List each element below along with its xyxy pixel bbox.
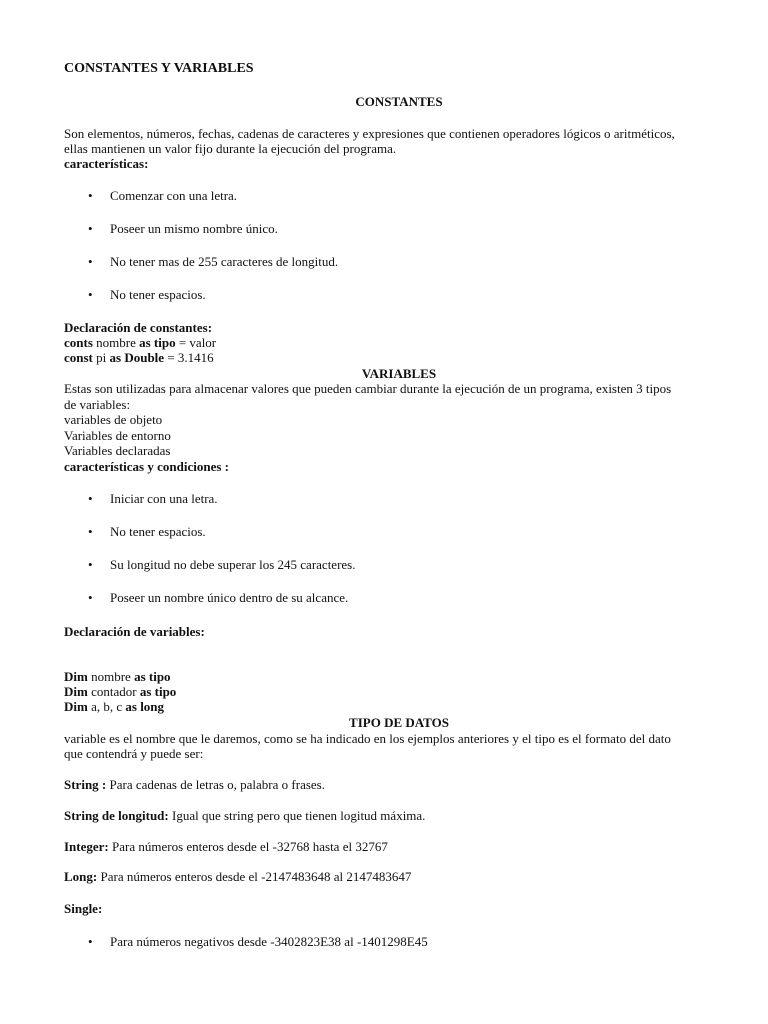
- list-item: [88, 524, 206, 539]
- type-item-integer: [64, 839, 388, 854]
- list-item: [88, 221, 278, 236]
- identifier: a, b, c: [87, 699, 126, 714]
- variables-intro-line-2: de variables:: [64, 397, 131, 412]
- list-item: [88, 934, 428, 949]
- identifier: pi: [92, 350, 110, 365]
- variables-features-label: [64, 459, 229, 474]
- bullet-icon: •: [88, 188, 93, 203]
- tipos-intro-line-1: variable es el nombre que le daremos, como se ha indicado en los ejemplos anteriores y el tipo es el formato del dato: [64, 731, 671, 746]
- list-item: [88, 491, 218, 506]
- list-item-text: Comenzar con una letra.: [110, 188, 238, 203]
- keyword: as Double: [109, 350, 165, 365]
- variables-decl-line-3: [64, 699, 164, 714]
- constantes-features-label-text: características:: [64, 156, 149, 171]
- keyword: as tipo: [134, 669, 171, 684]
- list-item-text: Iniciar con una letra.: [110, 491, 218, 506]
- constantes-decl-line-1: [64, 335, 216, 350]
- keyword: as long: [125, 699, 165, 714]
- constantes-decl-label-text: Declaración de constantes:: [64, 320, 213, 335]
- list-item: [88, 557, 355, 572]
- bullet-icon: •: [88, 254, 93, 269]
- constantes-intro-line-1: Son elementos, números, fechas, cadenas de caracteres y expresiones que contienen operadores lógicos o aritméticos,: [64, 126, 675, 141]
- bullet-icon: •: [88, 590, 93, 605]
- value-text: = 3.1416: [164, 350, 214, 365]
- keyword: Dim: [64, 684, 88, 699]
- bullet-icon: •: [88, 934, 93, 949]
- bullet-icon: •: [88, 221, 93, 236]
- keyword: conts: [64, 335, 93, 350]
- bullet-icon: •: [88, 557, 93, 572]
- variables-heading: [64, 366, 734, 381]
- bullet-icon: •: [88, 491, 93, 506]
- variable-kind: Variables de entorno: [64, 428, 171, 443]
- variable-kind: Variables declaradas: [64, 443, 171, 458]
- list-item: [88, 188, 237, 203]
- list-item-text: No tener espacios.: [110, 524, 206, 539]
- keyword: Dim: [64, 669, 88, 684]
- type-label: String :: [64, 777, 107, 792]
- list-item-text: Poseer un nombre único dentro de su alcance.: [110, 590, 349, 605]
- variable-kind: variables de objeto: [64, 412, 163, 427]
- value-text: = valor: [175, 335, 217, 350]
- list-item-text: Su longitud no debe superar los 245 caracteres.: [110, 557, 356, 572]
- type-label: Integer:: [64, 839, 109, 854]
- list-item-text: No tener mas de 255 caracteres de longitud.: [110, 254, 339, 269]
- keyword: Dim: [64, 699, 88, 714]
- constantes-decl-line-2: [64, 350, 214, 365]
- type-item-single: [64, 901, 102, 916]
- list-item-text: Para números negativos desde -3402823E38 al -1401298E45: [110, 934, 428, 949]
- variables-decl-line-2: [64, 684, 176, 699]
- bullet-icon: •: [88, 524, 93, 539]
- list-item-text: Poseer un mismo nombre único.: [110, 221, 278, 236]
- list-item: [88, 590, 348, 605]
- keyword: as tipo: [139, 684, 177, 699]
- variables-decl-line-1: [64, 669, 171, 684]
- constantes-heading: [64, 94, 734, 109]
- variables-intro-line-1: Estas son utilizadas para almacenar valores que pueden cambiar durante la ejecución de un programa, existen 3 tipos: [64, 381, 672, 396]
- constantes-heading-text: CONSTANTES: [355, 94, 443, 109]
- identifier: nombre: [87, 669, 135, 684]
- constantes-decl-label: [64, 320, 212, 335]
- type-item-string-longitud: [64, 808, 425, 823]
- constantes-intro-line-2: ellas mantienen un valor fijo durante la ejecución del programa.: [64, 141, 397, 156]
- type-label: Long:: [64, 869, 98, 884]
- list-item: [88, 254, 338, 269]
- type-label: String de longitud:: [64, 808, 169, 823]
- keyword: const: [64, 350, 93, 365]
- tipos-heading-text: TIPO DE DATOS: [349, 715, 449, 730]
- bullet-icon: •: [88, 287, 93, 302]
- variables-features-label-text: características y condiciones :: [64, 459, 229, 474]
- identifier: contador: [87, 684, 140, 699]
- identifier: nombre: [92, 335, 140, 350]
- keyword: as tipo: [139, 335, 176, 350]
- variables-decl-label: [64, 624, 205, 639]
- list-item: [88, 287, 206, 302]
- constantes-features-label: [64, 156, 148, 171]
- tipos-intro-line-2: que contendrá y puede ser:: [64, 746, 204, 761]
- document-title: CONSTANTES Y VARIABLES: [64, 61, 254, 76]
- type-description: Para números enteros desde el -2147483648 al 2147483647: [97, 869, 412, 884]
- variables-heading-text: VARIABLES: [361, 366, 437, 381]
- type-description: Para números enteros desde el -32768 hasta el 32767: [108, 839, 388, 854]
- type-label: Single:: [64, 901, 103, 916]
- type-item-string: [64, 777, 325, 792]
- type-item-long: [64, 869, 411, 884]
- list-item-text: No tener espacios.: [110, 287, 206, 302]
- variables-decl-label-text: Declaración de variables:: [64, 624, 205, 639]
- tipos-heading: [64, 715, 734, 730]
- type-description: Igual que string pero que tienen logitud máxima.: [168, 808, 426, 823]
- type-description: Para cadenas de letras o, palabra o frases.: [106, 777, 325, 792]
